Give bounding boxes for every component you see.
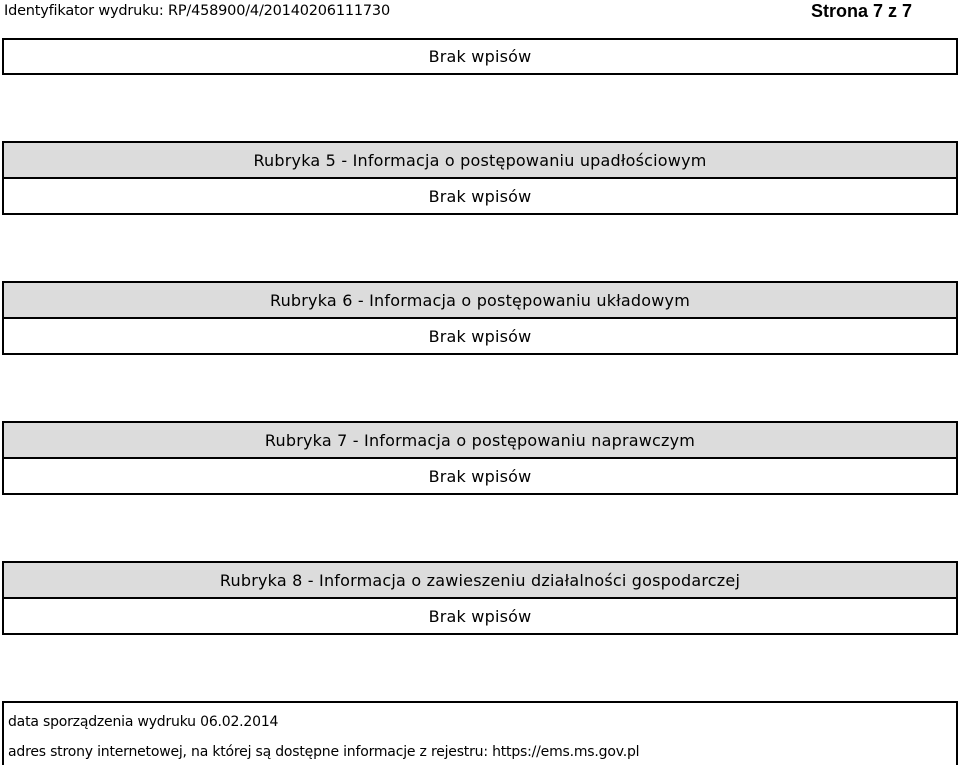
empty-label: Brak wpisów <box>428 606 532 626</box>
section-empty-row <box>2 597 958 635</box>
empty-label: Brak wpisów <box>428 466 532 486</box>
print-date: data sporządzenia wydruku 06.02.2014 <box>8 714 279 730</box>
print-identifier: Identyfikator wydruku: RP/458900/4/20140206111730 <box>4 3 390 19</box>
section-title-rubryka-8 <box>2 561 958 599</box>
page-number: Strona 7 z 7 <box>810 1 912 21</box>
section-title: Rubryka 8 - Informacja o zawieszeniu działalności gospodarczej <box>219 570 741 590</box>
section-empty-row <box>2 38 958 75</box>
section-title-rubryka-5 <box>2 141 958 179</box>
registry-address: adres strony internetowej, na której są dostępne informacje z rejestru: https://ems.ms.gov.pl <box>8 744 640 760</box>
section-title: Rubryka 5 - Informacja o postępowaniu upadłościowym <box>253 150 707 170</box>
section-title: Rubryka 6 - Informacja o postępowaniu układowym <box>269 290 690 310</box>
section-title-rubryka-7 <box>2 421 958 459</box>
section-empty-row <box>2 457 958 495</box>
section-title-rubryka-6 <box>2 281 958 319</box>
empty-label: Brak wpisów <box>428 326 532 346</box>
footer-box <box>2 701 958 765</box>
section-empty-row <box>2 317 958 355</box>
empty-label: Brak wpisów <box>428 47 532 66</box>
section-empty-row <box>2 177 958 215</box>
empty-label: Brak wpisów <box>428 186 532 206</box>
section-title: Rubryka 7 - Informacja o postępowaniu naprawczym <box>264 430 696 450</box>
